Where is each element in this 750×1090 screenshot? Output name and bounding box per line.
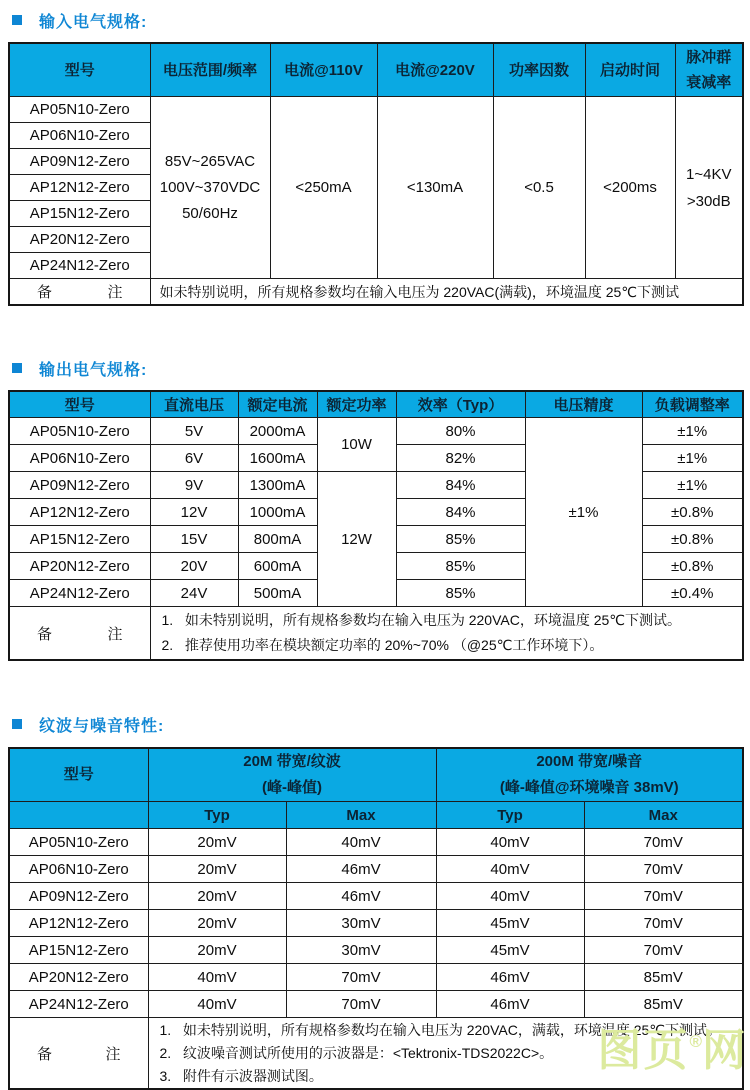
group-20m-line1: 20M 带宽/纹波 <box>243 753 341 770</box>
col-header-model: 型号 <box>9 43 150 97</box>
table-row <box>9 991 743 1018</box>
col-header-typ-20m: Typ <box>148 802 286 829</box>
header-row-typmax <box>9 802 743 829</box>
cell-ripple-max: 46mV <box>286 883 436 910</box>
cell-rated-current: 1300mA <box>238 472 317 499</box>
surge-value-line2: >30dB <box>686 192 731 210</box>
cell-ripple-typ: 20mV <box>148 910 286 937</box>
col-header-current-220v: 电流@220V <box>377 43 493 97</box>
cell-rated-current: 1000mA <box>238 499 317 526</box>
col-header-rated-power: 额定功率 <box>317 391 396 418</box>
cell-noise-max: 85mV <box>584 964 743 991</box>
cell-efficiency: 85% <box>396 580 525 607</box>
cell-model: AP20N12-Zero <box>9 553 150 580</box>
cell-rated-power-10w: 10W <box>317 418 396 472</box>
table-row <box>9 856 743 883</box>
cell-load-regulation: ±1% <box>642 418 743 445</box>
cell-efficiency: 82% <box>396 445 525 472</box>
col-group-200m-noise <box>436 748 743 802</box>
cell-model: AP20N12-Zero <box>9 964 148 991</box>
cell-model: AP15N12-Zero <box>9 201 150 227</box>
group-200m-line2: (峰-峰值@环境噪音 38mV) <box>499 779 679 796</box>
cell-rated-current: 800mA <box>238 526 317 553</box>
note-label-cell <box>9 279 150 306</box>
cell-model: AP20N12-Zero <box>9 227 150 253</box>
cell-power-factor: <0.5 <box>493 97 585 279</box>
cell-load-regulation: ±0.8% <box>642 499 743 526</box>
cell-voltage-range <box>150 97 270 279</box>
header-row <box>9 391 743 418</box>
cell-ripple-typ: 20mV <box>148 856 286 883</box>
cell-load-regulation: ±1% <box>642 445 743 472</box>
note-label <box>10 281 150 302</box>
surge-header-line1: 脉冲群 <box>686 49 732 66</box>
cell-rated-current: 600mA <box>238 553 317 580</box>
cell-ripple-max: 30mV <box>286 937 436 964</box>
note-line-1: 1. 如未特别说明，所有规格参数均在输入电压为 220VAC，环境温度 25℃下测试。 <box>161 612 682 628</box>
cell-dc-voltage: 12V <box>150 499 238 526</box>
table-row <box>9 937 743 964</box>
note-line-2: 2. 纹波噪音测试所使用的示波器是：<Tektronix-TDS2022C>。 <box>159 1044 554 1061</box>
output-spec-table <box>8 390 744 661</box>
section-title-row <box>12 358 742 378</box>
col-header-load-regulation: 负载调整率 <box>642 391 743 418</box>
cell-rated-power-12w: 12W <box>317 472 396 607</box>
cell-ripple-typ: 20mV <box>148 883 286 910</box>
cell-dc-voltage: 5V <box>150 418 238 445</box>
cell-efficiency: 80% <box>396 418 525 445</box>
cell-noise-max: 85mV <box>584 991 743 1018</box>
col-header-max-200m: Max <box>584 802 743 829</box>
note-label <box>10 623 150 644</box>
note-label-left: 备 <box>37 284 53 301</box>
cell-efficiency: 84% <box>396 472 525 499</box>
cell-ripple-max: 30mV <box>286 910 436 937</box>
cell-model: AP05N10-Zero <box>9 418 150 445</box>
note-line-2: 2. 推荐使用功率在模块额定功率的 20%~70% （@25℃工作环境下）。 <box>161 637 604 653</box>
cell-model: AP05N10-Zero <box>9 97 150 123</box>
table-row <box>9 910 743 937</box>
cell-efficiency: 85% <box>396 526 525 553</box>
note-label-cell <box>9 607 150 661</box>
note-row <box>9 279 743 306</box>
cell-model: AP09N12-Zero <box>9 472 150 499</box>
col-header-rated-current: 额定电流 <box>238 391 317 418</box>
cell-dc-voltage: 24V <box>150 580 238 607</box>
cell-current-110v: <250mA <box>270 97 377 279</box>
section-input-specs <box>8 10 742 306</box>
note-label-right: 注 <box>105 1045 121 1063</box>
cell-noise-max: 70mV <box>584 910 743 937</box>
cell-load-regulation: ±0.4% <box>642 580 743 607</box>
cell-noise-typ: 40mV <box>436 883 584 910</box>
note-label-left: 备 <box>37 625 53 643</box>
col-header-model: 型号 <box>9 748 148 802</box>
cell-model: AP09N12-Zero <box>9 149 150 175</box>
note-label <box>10 1043 148 1064</box>
section-output-specs <box>8 358 742 661</box>
section-title: 输出电气规格: <box>39 361 148 379</box>
header-row <box>9 43 743 97</box>
input-spec-table <box>8 42 744 306</box>
section-title-row <box>12 714 742 734</box>
cell-load-regulation: ±0.8% <box>642 553 743 580</box>
cell-dc-voltage: 15V <box>150 526 238 553</box>
col-header-efficiency: 效率（Typ） <box>396 391 525 418</box>
section-title: 纹波与噪音特性: <box>39 717 165 735</box>
cell-noise-typ: 45mV <box>436 910 584 937</box>
col-header-typ-200m: Typ <box>436 802 584 829</box>
watermark-text-left: 图页 <box>597 1026 690 1075</box>
cell-model: AP12N12-Zero <box>9 910 148 937</box>
col-header-startup-time: 启动时间 <box>585 43 675 97</box>
cell-model: AP12N12-Zero <box>9 175 150 201</box>
cell-dc-voltage: 6V <box>150 445 238 472</box>
cell-model: AP12N12-Zero <box>9 499 150 526</box>
cell-noise-max: 70mV <box>584 829 743 856</box>
cell-rated-current: 500mA <box>238 580 317 607</box>
cell-noise-typ: 40mV <box>436 856 584 883</box>
watermark-text-right: 网 <box>702 1026 748 1075</box>
section-title-row <box>12 10 742 30</box>
empty-header-cell <box>9 802 148 829</box>
col-header-model: 型号 <box>9 391 150 418</box>
cell-startup-time: <200ms <box>585 97 675 279</box>
registered-trademark-icon: ® <box>689 1032 702 1051</box>
cell-rated-current: 1600mA <box>238 445 317 472</box>
group-20m-line2: (峰-峰值) <box>262 779 322 796</box>
watermark-logo <box>597 1020 748 1073</box>
cell-efficiency: 85% <box>396 553 525 580</box>
group-200m-line1: 200M 带宽/噪音 <box>536 753 643 770</box>
col-header-current-110v: 电流@110V <box>270 43 377 97</box>
table-row <box>9 883 743 910</box>
col-group-20m-ripple <box>148 748 436 802</box>
cell-model: AP15N12-Zero <box>9 937 148 964</box>
cell-load-regulation: ±0.8% <box>642 526 743 553</box>
cell-ripple-max: 46mV <box>286 856 436 883</box>
note-label-right: 注 <box>107 284 123 301</box>
cell-ripple-typ: 40mV <box>148 964 286 991</box>
cell-model: AP24N12-Zero <box>9 253 150 279</box>
voltage-line-ac: 85V~265VAC <box>164 152 256 170</box>
cell-ripple-max: 70mV <box>286 991 436 1018</box>
note-line-1: 1. 如未特别说明，所有规格参数均在输入电压为 220VAC，满载，环境温度 25℃下测试。 <box>159 1021 722 1038</box>
cell-model: AP06N10-Zero <box>9 123 150 149</box>
cell-model: AP06N10-Zero <box>9 445 150 472</box>
col-header-voltage-precision: 电压精度 <box>525 391 642 418</box>
cell-voltage-precision: ±1% <box>525 418 642 607</box>
cell-noise-typ: 46mV <box>436 964 584 991</box>
col-header-power-factor: 功率因数 <box>493 43 585 97</box>
square-bullet-icon <box>12 363 22 373</box>
cell-model: AP24N12-Zero <box>9 991 148 1018</box>
section-title: 输入电气规格: <box>39 13 148 31</box>
cell-current-220v: <130mA <box>377 97 493 279</box>
cell-model: AP15N12-Zero <box>9 526 150 553</box>
col-header-voltage-range: 电压范围/频率 <box>150 43 270 97</box>
note-label-right: 注 <box>107 625 123 643</box>
note-label-cell <box>9 1018 148 1090</box>
col-header-dc-voltage: 直流电压 <box>150 391 238 418</box>
table-row <box>9 418 743 445</box>
header-row-groups <box>9 748 743 802</box>
col-header-max-20m: Max <box>286 802 436 829</box>
cell-noise-typ: 40mV <box>436 829 584 856</box>
voltage-line-freq: 50/60Hz <box>182 204 238 222</box>
cell-efficiency: 84% <box>396 499 525 526</box>
cell-model: AP09N12-Zero <box>9 883 148 910</box>
cell-noise-max: 70mV <box>584 937 743 964</box>
cell-rated-current: 2000mA <box>238 418 317 445</box>
cell-noise-max: 70mV <box>584 856 743 883</box>
square-bullet-icon <box>12 15 22 25</box>
note-label-left: 备 <box>37 1045 53 1063</box>
cell-model: AP06N10-Zero <box>9 856 148 883</box>
square-bullet-icon <box>12 719 22 729</box>
cell-ripple-typ: 20mV <box>148 937 286 964</box>
table-row <box>9 829 743 856</box>
cell-noise-typ: 46mV <box>436 991 584 1018</box>
note-row <box>9 607 743 661</box>
surge-header-line2: 衰减率 <box>686 74 732 91</box>
cell-noise-typ: 45mV <box>436 937 584 964</box>
note-text-cell <box>150 607 743 661</box>
table-row <box>9 97 743 123</box>
cell-ripple-typ: 20mV <box>148 829 286 856</box>
cell-model: AP24N12-Zero <box>9 580 150 607</box>
note-text: 如未特别说明，所有规格参数均在输入电压为 220VAC(满载)，环境温度 25℃下测试 <box>150 279 743 306</box>
col-header-surge-attenuation <box>675 43 743 97</box>
cell-surge-attenuation <box>675 97 743 279</box>
cell-noise-max: 70mV <box>584 883 743 910</box>
cell-ripple-typ: 40mV <box>148 991 286 1018</box>
surge-value-line1: 1~4KV <box>686 165 732 183</box>
cell-ripple-max: 70mV <box>286 964 436 991</box>
cell-model: AP05N10-Zero <box>9 829 148 856</box>
cell-load-regulation: ±1% <box>642 472 743 499</box>
cell-ripple-max: 40mV <box>286 829 436 856</box>
note-line-3: 3. 附件有示波器测试图。 <box>159 1067 323 1084</box>
cell-dc-voltage: 20V <box>150 553 238 580</box>
voltage-line-dc: 100V~370VDC <box>159 178 261 196</box>
cell-dc-voltage: 9V <box>150 472 238 499</box>
table-row <box>9 964 743 991</box>
